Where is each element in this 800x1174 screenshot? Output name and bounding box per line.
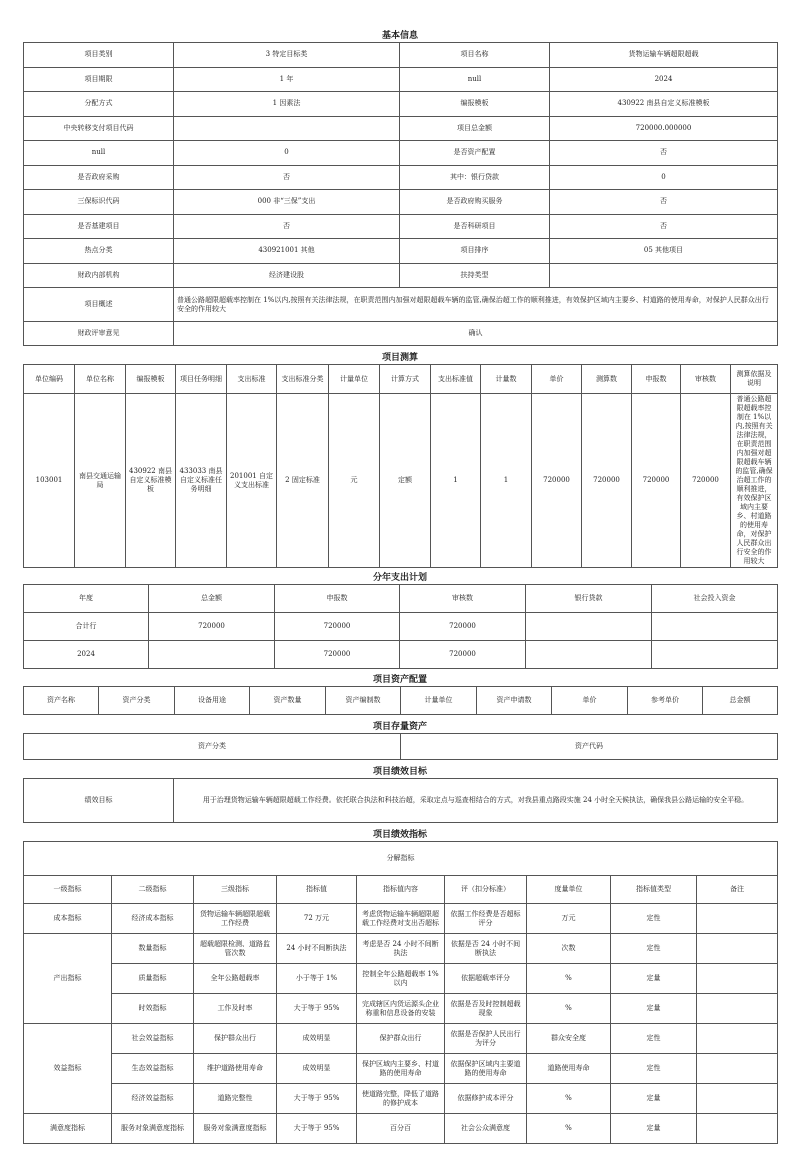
field-value: 否 [550, 214, 778, 239]
table-cell: 定量 [611, 1114, 697, 1144]
table-cell: 次数 [527, 934, 611, 964]
field-value: 720000.000000 [550, 116, 778, 141]
basic-info-row [24, 92, 778, 117]
field-label: 项目概述 [24, 288, 174, 322]
column-header: 总金额 [149, 585, 275, 613]
goal-text: 用于治理货物运输车辆超限超载工作经费。依托联合执法和科技治超，采取定点与巡查相结合的方式，对我县重点路段实施 24 小时全天候执法，确保我县公路运输的安全平稳。 [174, 779, 778, 823]
field-value [550, 263, 778, 288]
column-header: 支出标准 [227, 365, 277, 394]
field-label: 是否科研项目 [400, 214, 550, 239]
indicator-header-row [24, 876, 778, 904]
field-value: 000 非“三保”支出 [174, 190, 400, 215]
table-cell: 433033 南县自定义标准任务明细 [176, 394, 227, 568]
table-cell: 保护区域内主要乡、村道路的使用寿命 [357, 1054, 445, 1084]
level1-indicator: 效益指标 [24, 1024, 112, 1114]
stock-table [23, 733, 778, 760]
column-header: 申报数 [275, 585, 400, 613]
column-header: 单价 [552, 687, 628, 715]
column-header: 备注 [697, 876, 778, 904]
field-value: 0 [174, 141, 400, 166]
indicator-row [24, 994, 778, 1024]
field-value: 经济建设股 [174, 263, 400, 288]
column-header: 资产名称 [24, 687, 99, 715]
table-cell: 依据保护区域内主要道路的使用寿命 [445, 1054, 527, 1084]
field-label: 项目期限 [24, 67, 174, 92]
table-cell: 群众安全度 [527, 1024, 611, 1054]
column-header: 审核数 [681, 365, 731, 394]
field-label: 中央转移支付项目代码 [24, 116, 174, 141]
goal-title: 项目绩效目标 [372, 767, 427, 777]
column-header: 计量数 [481, 365, 532, 394]
table-cell: 维护道路使用寿命 [194, 1054, 277, 1084]
table-cell [149, 641, 275, 669]
indicator-row [24, 934, 778, 964]
column-header: 资产分类 [24, 734, 401, 760]
table-cell: 定量 [611, 964, 697, 994]
indicators-title: 项目绩效指标 [372, 830, 427, 840]
table-cell: 依据工作经费是否超标评分 [445, 904, 527, 934]
table-cell: 生态效益指标 [112, 1054, 194, 1084]
table-cell: 103001 [24, 394, 75, 568]
table-cell: 2 固定标准 [277, 394, 329, 568]
basic-info-row [24, 116, 778, 141]
table-cell: 依据超载率评分 [445, 964, 527, 994]
table-cell: 定量 [611, 1084, 697, 1114]
column-header: 申报数 [632, 365, 681, 394]
table-cell: 720000 [582, 394, 632, 568]
table-cell: 质量指标 [112, 964, 194, 994]
asset-title: 项目资产配置 [372, 675, 427, 685]
table-cell [697, 1024, 778, 1054]
indicator-row [24, 904, 778, 934]
table-cell: 服务对象满意度指标 [194, 1114, 277, 1144]
field-label: 项目名称 [400, 43, 550, 68]
review-row [24, 322, 778, 346]
field-value: 0 [550, 165, 778, 190]
field-label: 热点分类 [24, 239, 174, 264]
table-cell [652, 641, 778, 669]
table-cell: 定额 [380, 394, 431, 568]
column-header: 支出标准分类 [277, 365, 329, 394]
table-cell: 720000 [532, 394, 582, 568]
column-header: 审核数 [400, 585, 526, 613]
measure-title: 项目测算 [381, 353, 418, 363]
table-cell: 定量 [611, 994, 697, 1024]
field-label: 项目类别 [24, 43, 174, 68]
table-cell: 依据是否保护人民出行为评分 [445, 1024, 527, 1054]
table-cell: 工作及时率 [194, 994, 277, 1024]
table-cell: 保护群众出行 [357, 1024, 445, 1054]
column-header: 二级指标 [112, 876, 194, 904]
table-cell [526, 641, 652, 669]
basic-info-row [24, 141, 778, 166]
table-cell: 道路使用寿命 [527, 1054, 611, 1084]
field-label: 财政评审意见 [24, 322, 174, 346]
table-cell [697, 994, 778, 1024]
plan-row [24, 641, 778, 669]
column-header: 资产数量 [250, 687, 326, 715]
field-value: 否 [174, 214, 400, 239]
table-cell: 小于等于 1% [277, 964, 357, 994]
field-value: 否 [174, 165, 400, 190]
basic-info-row [24, 165, 778, 190]
field-label: null [24, 141, 174, 166]
table-cell [526, 613, 652, 641]
table-cell: 社会公众满意度 [445, 1114, 527, 1144]
table-cell: 72 万元 [277, 904, 357, 934]
table-cell: 定性 [611, 1054, 697, 1084]
table-cell: 完成辖区内货运源头企业称重和信息设备的安装 [357, 994, 445, 1024]
field-label: 项目总金额 [400, 116, 550, 141]
table-cell: 大于等于 95% [277, 1084, 357, 1114]
table-cell: 2024 [24, 641, 149, 669]
table-cell: 经济成本指标 [112, 904, 194, 934]
table-cell [697, 904, 778, 934]
column-header: 一级指标 [24, 876, 112, 904]
column-header: 银行贷款 [526, 585, 652, 613]
table-cell: 720000 [149, 613, 275, 641]
table-cell: 大于等于 95% [277, 1114, 357, 1144]
column-header: 指标值内容 [357, 876, 445, 904]
table-cell [697, 1054, 778, 1084]
column-header: 单价 [532, 365, 582, 394]
indicator-row [24, 1084, 778, 1114]
table-cell: 普通公路超限超载率控制在 1%以内,按照有关法律法规，在职责范围内加强对超限超载车辆的监管,确保治超工作的顺利推进，有效保护区域内主要乡、村道路的使用寿命，对保护人民群众出行安全的作用较大 [731, 394, 778, 568]
table-cell: 社会效益指标 [112, 1024, 194, 1054]
goal-table [23, 778, 778, 823]
table-cell [697, 1084, 778, 1114]
table-cell: 控制全年公路超载率 1%以内 [357, 964, 445, 994]
table-cell: 1 [481, 394, 532, 568]
basic-info-title: 基本信息 [381, 31, 418, 41]
table-cell [652, 613, 778, 641]
table-cell: 货物运输车辆超限超载工作经费 [194, 904, 277, 934]
table-cell: 全年公路超载率 [194, 964, 277, 994]
column-header: 指标值 [277, 876, 357, 904]
stock-title: 项目存量资产 [372, 722, 427, 732]
indicator-row [24, 964, 778, 994]
column-header: 测算依据及说明 [731, 365, 778, 394]
column-header: 参考单价 [628, 687, 703, 715]
field-label: 编报模板 [400, 92, 550, 117]
table-cell: 元 [329, 394, 380, 568]
field-label: 三保标识代码 [24, 190, 174, 215]
table-cell: 依据是否及时控制超载现象 [445, 994, 527, 1024]
table-cell [697, 964, 778, 994]
field-value: 货物运输车辆超限超载 [550, 43, 778, 68]
indicators-table [23, 841, 778, 1144]
field-value: 否 [550, 141, 778, 166]
basic-info-row [24, 43, 778, 68]
column-header: 资产分类 [99, 687, 175, 715]
table-cell: 使道路完整，降低了道路的修护成本 [357, 1084, 445, 1114]
column-header: 支出标准值 [431, 365, 481, 394]
plan-table [23, 584, 778, 669]
column-header: 社会投入资金 [652, 585, 778, 613]
column-header: 三级指标 [194, 876, 277, 904]
column-header: 资产编制数 [326, 687, 401, 715]
field-label: 分配方式 [24, 92, 174, 117]
column-header: 资产代码 [401, 734, 778, 760]
basic-info-row [24, 214, 778, 239]
field-label: 项目排序 [400, 239, 550, 264]
field-label: 财政内部机构 [24, 263, 174, 288]
table-cell: 201001 自定义支出标准 [227, 394, 277, 568]
table-cell: 定性 [611, 1024, 697, 1054]
level1-indicator: 成本指标 [24, 904, 112, 934]
column-header: 评（扣分标准） [445, 876, 527, 904]
indicator-row [24, 1114, 778, 1144]
table-cell: 保护群众出行 [194, 1024, 277, 1054]
table-cell: % [527, 1114, 611, 1144]
column-header: 计算方式 [380, 365, 431, 394]
field-value: 430922 南县自定义标准模板 [550, 92, 778, 117]
table-cell: 定性 [611, 904, 697, 934]
measure-table [23, 364, 778, 568]
column-header: 单位名称 [75, 365, 126, 394]
table-cell: 考虑是否 24 小时不间断执法 [357, 934, 445, 964]
table-cell: 720000 [400, 641, 526, 669]
table-cell: 南县交通运输局 [75, 394, 126, 568]
indicator-row [24, 1024, 778, 1054]
table-cell: 时效指标 [112, 994, 194, 1024]
indicator-row [24, 1054, 778, 1084]
table-cell: % [527, 994, 611, 1024]
table-cell: 430922 南县自定义标准模板 [126, 394, 176, 568]
field-label: null [400, 67, 550, 92]
column-header: 度量单位 [527, 876, 611, 904]
field-label: 是否政府购买服务 [400, 190, 550, 215]
field-value: 2024 [550, 67, 778, 92]
overview-row [24, 288, 778, 322]
field-label: 是否政府采购 [24, 165, 174, 190]
table-cell: 服务对象满意度指标 [112, 1114, 194, 1144]
level1-indicator: 满意度指标 [24, 1114, 112, 1144]
level1-indicator: 产出指标 [24, 934, 112, 1024]
goal-label: 绩效目标 [24, 779, 174, 823]
column-header: 项目任务明细 [176, 365, 227, 394]
table-cell: 720000 [632, 394, 681, 568]
asset-table [23, 686, 778, 715]
plan-row [24, 613, 778, 641]
field-value [174, 116, 400, 141]
table-cell: 百分百 [357, 1114, 445, 1144]
column-header: 总金额 [703, 687, 778, 715]
plan-header-row [24, 585, 778, 613]
column-header: 计量单位 [329, 365, 380, 394]
table-cell: 1 [431, 394, 481, 568]
field-value: 05 其他项目 [550, 239, 778, 264]
column-header: 计量单位 [401, 687, 477, 715]
table-cell: 大于等于 95% [277, 994, 357, 1024]
table-cell: % [527, 1084, 611, 1114]
decompose-row [24, 842, 778, 876]
basic-info-row [24, 190, 778, 215]
plan-title: 分年支出计划 [372, 573, 427, 583]
measure-header-row [24, 365, 778, 394]
overview-text: 普通公路超限超载率控制在 1%以内,按照有关法律法规，在职责范围内加强对超限超载车辆的监管,确保治超工作的顺利推进，有效保护区域内主要乡、村道路的使用寿命，对保护人民群众出行安全的作用较大 [174, 288, 778, 322]
column-header: 测算数 [582, 365, 632, 394]
field-value: 1 年 [174, 67, 400, 92]
table-cell: 依据是否 24 小时不间断执法 [445, 934, 527, 964]
table-cell: 成效明显 [277, 1024, 357, 1054]
table-cell: 成效明显 [277, 1054, 357, 1084]
asset-header-row [24, 687, 778, 715]
field-label: 是否基建项目 [24, 214, 174, 239]
basic-info-row [24, 67, 778, 92]
column-header: 单位编码 [24, 365, 75, 394]
basic-info-table [23, 42, 778, 346]
column-header: 设备用途 [175, 687, 250, 715]
table-cell [697, 1114, 778, 1144]
column-header: 指标值类型 [611, 876, 697, 904]
table-cell: 经济效益指标 [112, 1084, 194, 1114]
table-cell: 720000 [400, 613, 526, 641]
field-value: 3 特定目标类 [174, 43, 400, 68]
field-value: 否 [550, 190, 778, 215]
basic-info-row [24, 239, 778, 264]
table-cell: 720000 [275, 641, 400, 669]
table-cell: 24 小时不间断执法 [277, 934, 357, 964]
basic-info-row [24, 263, 778, 288]
table-cell: 依据修护成本评分 [445, 1084, 527, 1114]
table-cell: % [527, 964, 611, 994]
stock-header-row [24, 734, 778, 760]
column-header: 资产申请数 [477, 687, 552, 715]
field-value: 430921001 其他 [174, 239, 400, 264]
table-cell: 720000 [275, 613, 400, 641]
table-cell: 道路完整性 [194, 1084, 277, 1114]
table-cell: 数量指标 [112, 934, 194, 964]
field-label: 扶持类型 [400, 263, 550, 288]
table-cell: 超载超限检测、道路监管次数 [194, 934, 277, 964]
field-value: 1 因素法 [174, 92, 400, 117]
field-label: 其中：银行贷款 [400, 165, 550, 190]
table-cell: 720000 [681, 394, 731, 568]
table-cell: 考虑货物运输车辆超限超载工作经费对支出否超标 [357, 904, 445, 934]
table-cell [697, 934, 778, 964]
review-text: 确认 [174, 322, 778, 346]
column-header: 年度 [24, 585, 149, 613]
table-cell: 万元 [527, 904, 611, 934]
decompose-label: 分解指标 [24, 842, 778, 876]
field-label: 是否资产配置 [400, 141, 550, 166]
column-header: 编报模板 [126, 365, 176, 394]
table-cell: 定性 [611, 934, 697, 964]
table-cell: 合计行 [24, 613, 149, 641]
measure-data-row [24, 394, 778, 568]
